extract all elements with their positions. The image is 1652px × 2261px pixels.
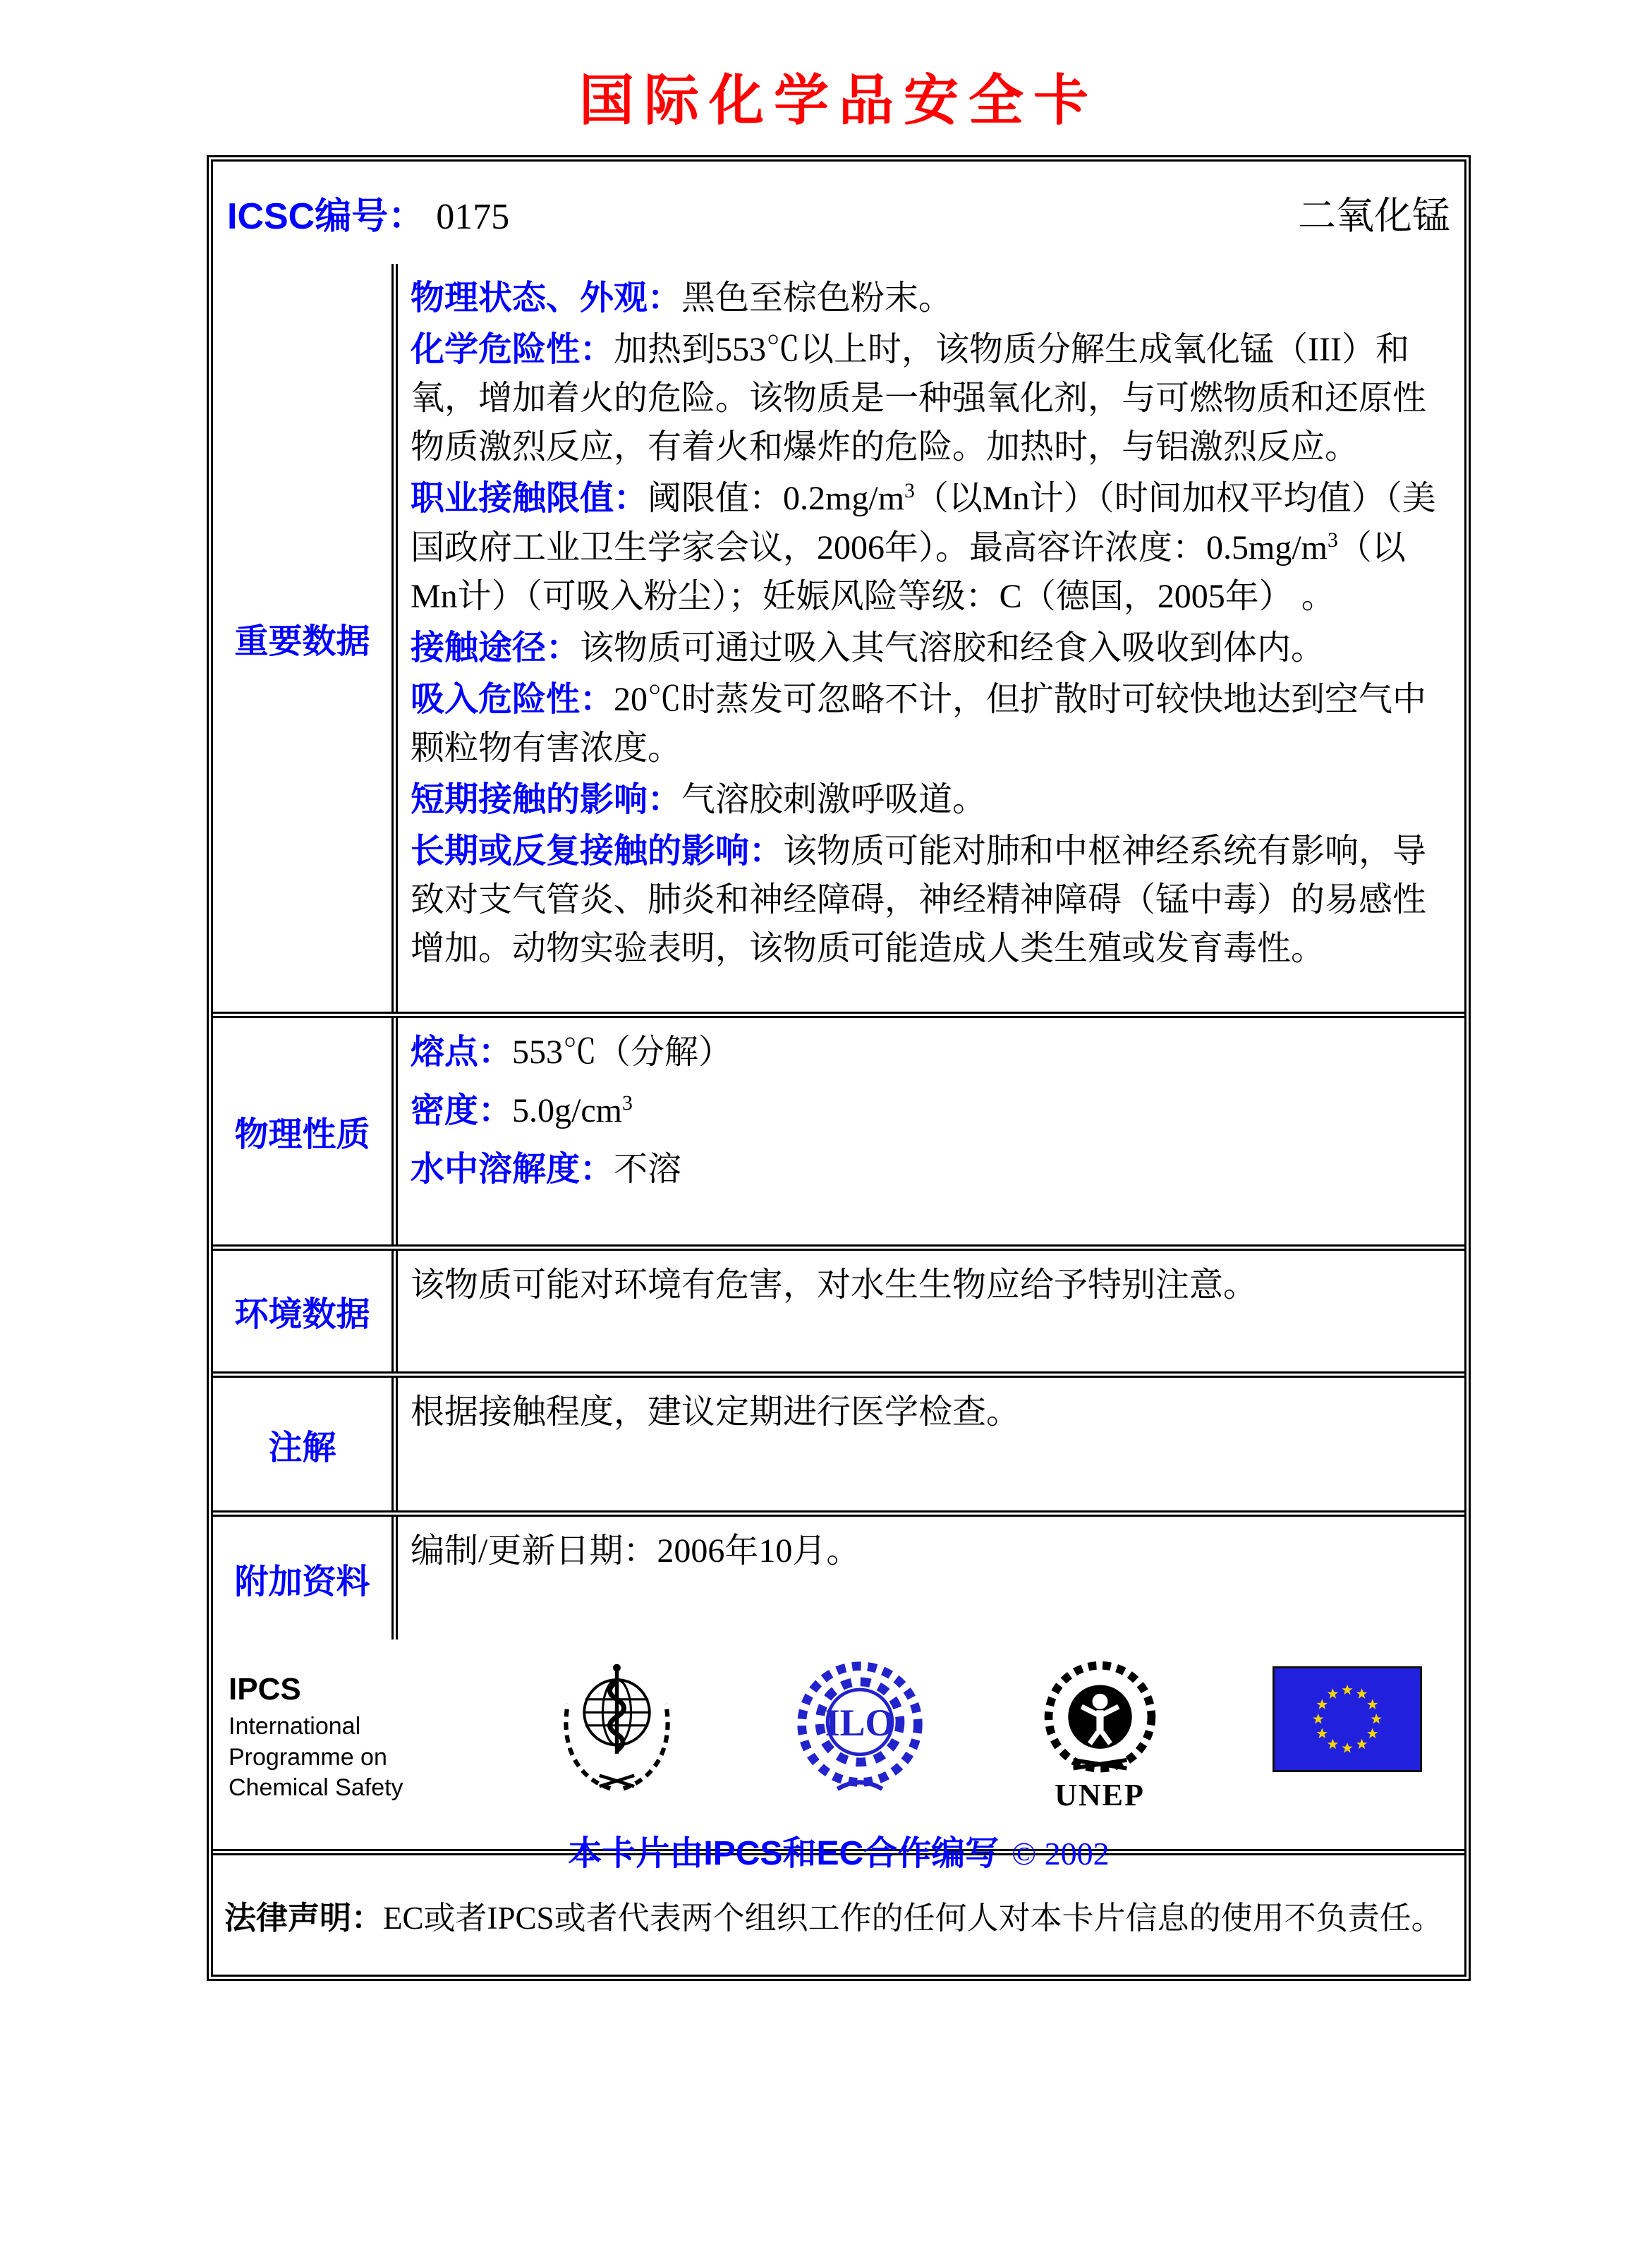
section-content-important: [398, 264, 1464, 1012]
field-label: 长期或反复接触的影响：: [411, 832, 784, 871]
field-label: 吸入危险性：: [411, 680, 614, 718]
section-row-physical: [213, 1012, 1464, 1244]
legal-text: EC或者IPCS或者代表两个组织工作的任何人对本卡片信息的使用不负责任。: [383, 1901, 1443, 1936]
field-label: 物理状态、外观：: [411, 279, 682, 317]
section-content-environment: [398, 1251, 1464, 1371]
paragraph: 接触途径：该物质可通过吸入其气溶胶和经食入吸收到体内。: [411, 629, 1325, 667]
field-label: 接触途径：: [411, 629, 581, 667]
icsc-number-label: ICSC编号：: [227, 196, 425, 237]
paragraph: 职业接触限值：阈限值：$0.2mg/m^3$（以Mn计）（时间加权平均值）（美国政府工业卫生学家会议，2006年）。最高容许浓度：$0.5mg/m^3$（以Mn计）（可吸入粉尘）；妊娠风险等级：C（德国，2005年） 。: [411, 479, 1436, 615]
chemical-name: 二氧化锰: [1298, 195, 1450, 237]
icsc-number-group: [227, 186, 509, 239]
page-title: 国际化学品安全卡: [578, 69, 1098, 131]
unep-logo-icon: [1038, 1659, 1162, 1813]
field-label: 短期接触的影响：: [411, 781, 682, 819]
eu-flag-icon: [1273, 1666, 1422, 1772]
paragraph: 长期或反复接触的影响：该物质可能对肺和中枢神经系统有影响，导致对支气管炎、肺炎和神经障碍，神经精神障碍（锰中毒）的易感性增加。动物实验表明，该物质可能造成人类生殖或发育毒性。: [411, 832, 1427, 968]
section-content-additional: [398, 1517, 1464, 1639]
section-label-important: 重要数据: [213, 264, 398, 1012]
icsc-card-table: [207, 155, 1471, 1981]
logos-strip: [213, 1639, 1464, 1813]
paragraph: 密度：$5.0g/cm^3$: [411, 1091, 633, 1130]
logos-row: [213, 1639, 1464, 1872]
card-header-row: [213, 162, 1464, 264]
paragraph: 熔点：553℃（分解）: [411, 1033, 733, 1071]
field-label: 化学危险性：: [411, 331, 614, 369]
ipcs-text-block: [229, 1659, 440, 1804]
paragraph: 根据接触程度，建议定期进行医学检查。: [411, 1393, 1021, 1431]
field-label: 水中溶解度：: [411, 1151, 614, 1189]
section-content-notes: [398, 1378, 1464, 1510]
ipcs-subtitle: International Programme on Chemical Safety: [229, 1713, 403, 1802]
section-content-physical: [398, 1018, 1464, 1244]
legal-paragraph: [224, 1892, 1443, 1938]
paragraph: 吸入危险性：20℃时蒸发可忽略不计，但扩散时可较快地达到空气中颗粒物有害浓度。: [411, 680, 1427, 767]
paragraph: 化学危险性：加热到553℃以上时，该物质分解生成氧化锰（III）和氧，增加着火的危险。该物质是一种强氧化剂，与可燃物质和还原性物质激烈反应，有着火和爆炸的危险。加热时，与铝激烈反应。: [411, 331, 1427, 466]
cooperation-caption: [213, 1826, 1464, 1874]
section-label-additional: 附加资料: [213, 1517, 398, 1639]
paragraph: 物理状态、外观：黑色至棕色粉末。: [411, 279, 953, 317]
paragraph: 编制/更新日期：2006年10月。: [411, 1532, 861, 1570]
section-row-environment: [213, 1244, 1464, 1371]
cooperation-caption-text: 本卡片由IPCS和EC合作编写: [568, 1835, 1000, 1872]
field-label: 熔点：: [411, 1033, 513, 1071]
section-row-notes: [213, 1371, 1464, 1510]
section-row-additional: [213, 1510, 1464, 1639]
who-logo-icon: [552, 1659, 682, 1800]
copyright-text: © 2002: [1012, 1836, 1110, 1872]
section-row-important: [213, 264, 1464, 1012]
ilo-letters: ILO: [825, 1701, 895, 1744]
unep-label: UNEP: [1055, 1778, 1145, 1812]
section-label-physical: 物理性质: [213, 1018, 398, 1244]
legal-label: 法律声明：: [224, 1900, 384, 1936]
paragraph: 该物质可能对环境有危害，对水生生物应给予特别注意。: [411, 1266, 1258, 1304]
paragraph: 水中溶解度：不溶: [411, 1151, 682, 1189]
ilo-logo-icon: [793, 1659, 927, 1800]
field-label: 密度：: [411, 1092, 513, 1130]
paragraph: 短期接触的影响：气溶胶刺激呼吸道。: [411, 781, 987, 819]
section-label-notes: 注解: [213, 1378, 398, 1510]
ipcs-title: IPCS: [229, 1672, 301, 1707]
field-label: 职业接触限值：: [411, 480, 648, 518]
section-label-environment: 环境数据: [213, 1251, 398, 1371]
icsc-number-value: 0175: [436, 197, 510, 237]
